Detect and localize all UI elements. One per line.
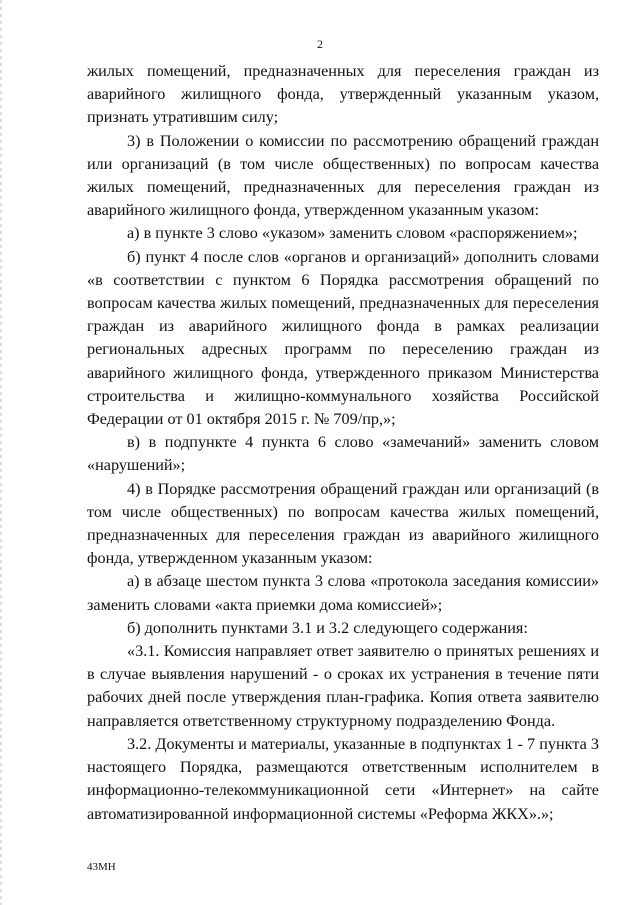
paragraph: а) в абзаце шестом пункта 3 слова «протокола заседания комиссии» заменить словами «акта приемки дома комиссией»; (87, 572, 599, 614)
paragraph: 3.2. Документы и материалы, указанные в подпунктах 1 - 7 пункта 3 настоящего Порядка, размещаются ответственным исполнителем в информационно-телекоммуникационной сети «Интернет» на сайте автоматизированной информационной системы «Реформа ЖКХ».»; (87, 734, 599, 823)
page-number: 2 (317, 37, 323, 51)
paragraph: «3.1. Комиссия направляет ответ заявителю о принятых решениях и в случае выявления нарушений - о сроках их устранения в течение пяти рабочих дней после утверждения план-графика. Копия ответа заявителю направляется ответственному структурному подразделению Фонда. (87, 642, 599, 730)
scan-edge (0, 0, 2, 905)
paragraph: 3) в Положении о комиссии по рассмотрению обращений граждан или организаций (в том числе общественных) по вопросам качества жилых помещений, предназначенных для переселения граждан из аварийного жилищного фонда, утвержденном указанным указом: (87, 131, 599, 220)
paragraph: б) пункт 4 после слов «органов и организаций» дополнить словами «в соответствии с пунктом 6 Порядка рассмотрения обращений по вопросам качества жилых помещений, предназначенных для переселения граждан из аварийного жилищного фонда в рамках реализации региональных адресных программ по переселению граждан из аварийного жилищного фонда, утвержденного приказом Министерства строительства и жилищно-коммунального хозяйства Российской Федерации от 01 октября 2015 г. № 709/пр,»; (87, 247, 599, 429)
paragraph: 4) в Порядке рассмотрения обращений граждан или организаций (в том числе общественных) по вопросам качества жилых помещений, предназначенных для переселения граждан из аварийного жилищного фонда, утвержденном указанным указом: (87, 479, 599, 568)
document-body (87, 60, 599, 826)
paragraph: а) в пункте 3 слово «указом» заменить словом «распоряжением»; (127, 224, 578, 243)
document-code: 43МН (87, 861, 116, 873)
paragraph: жилых помещений, предназначенных для переселения граждан из аварийного жилищного фонда, утвержденный указанным указом, признать утратившим силу; (87, 62, 599, 127)
paragraph: в) в подпункте 4 пункта 6 слово «замечаний» заменить словом «нарушений»; (87, 433, 599, 475)
paragraph: б) дополнить пунктами 3.1 и 3.2 следующего содержания: (127, 618, 528, 637)
